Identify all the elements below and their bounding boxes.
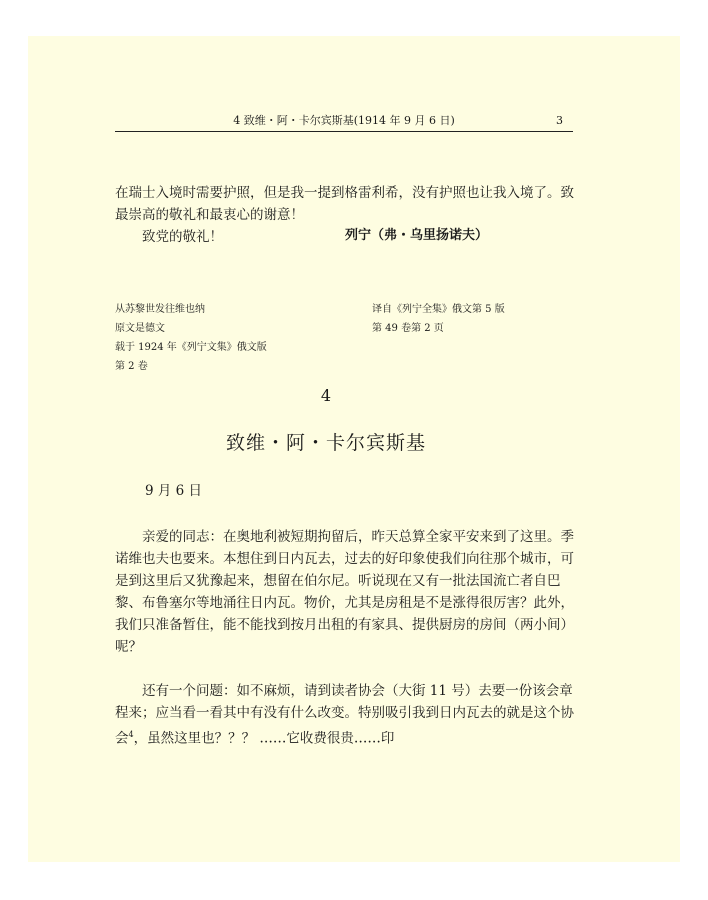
- prev-letter-signature: 列宁（弗・乌里扬诺夫）: [345, 228, 489, 243]
- prev-letter-body: 在瑞士入境时需要护照，但是我一提到格雷利希，没有护照也让我入境了。致最崇高的敬礼和最衷心的谢意！: [115, 185, 574, 223]
- source-line: 第 49 卷第 2 页: [372, 323, 444, 334]
- source-line: 译自《列宁全集》俄文第 5 版: [372, 304, 505, 315]
- page-number: 3: [556, 114, 563, 127]
- footnote-marker[interactable]: 4: [128, 730, 134, 739]
- letter-number: 4: [320, 386, 332, 405]
- prev-letter-closing: 致党的敬礼！: [142, 229, 223, 245]
- source-note-left: [115, 300, 267, 376]
- letter-paragraph-1: 亲爱的同志：在奥地利被短期拘留后，昨天总算全家平安来到了这里。季诺维也夫也要来。本想住到日内瓦去，过去的好印象使我们向往那个城市，可是到这里后又犹豫起来，想留在伯尔尼。听说现在又有一批法国流亡者自巴黎、布鲁塞尔等地涌往日内瓦。物价，尤其是房租是不是涨得很厉害？此外，我们只准备暂住，能不能找到按月出租的有家具、提供厨房的房间（两小间）呢？: [115, 529, 574, 655]
- paragraph-text: ，虽然这里也？？？ ……它收费很贵……印: [133, 730, 395, 747]
- running-head: [115, 114, 573, 132]
- letter-paragraph-2: [115, 680, 575, 750]
- source-line: 载于 1924 年《列宁文集》俄文版: [115, 342, 267, 353]
- paragraph-text: 还有一个问题：如不麻烦，请到读者协会（大街 11 号）去要一份该会章程来；应当看一看其中有没有什么改变。特别吸引我到日内瓦去的就是这个协会: [115, 683, 574, 747]
- source-note-right: [372, 300, 505, 338]
- running-head-title: 4 致维・阿・卡尔宾斯基(1914 年 9 月 6 日): [233, 114, 455, 127]
- source-line: 从苏黎世发往维也纳: [115, 304, 205, 315]
- source-line: 原文是德文: [115, 323, 165, 334]
- letter-title: 致维・阿・卡尔宾斯基: [225, 432, 426, 454]
- letter-date: 9 月 6 日: [145, 483, 203, 499]
- source-line: 第 2 卷: [115, 361, 148, 372]
